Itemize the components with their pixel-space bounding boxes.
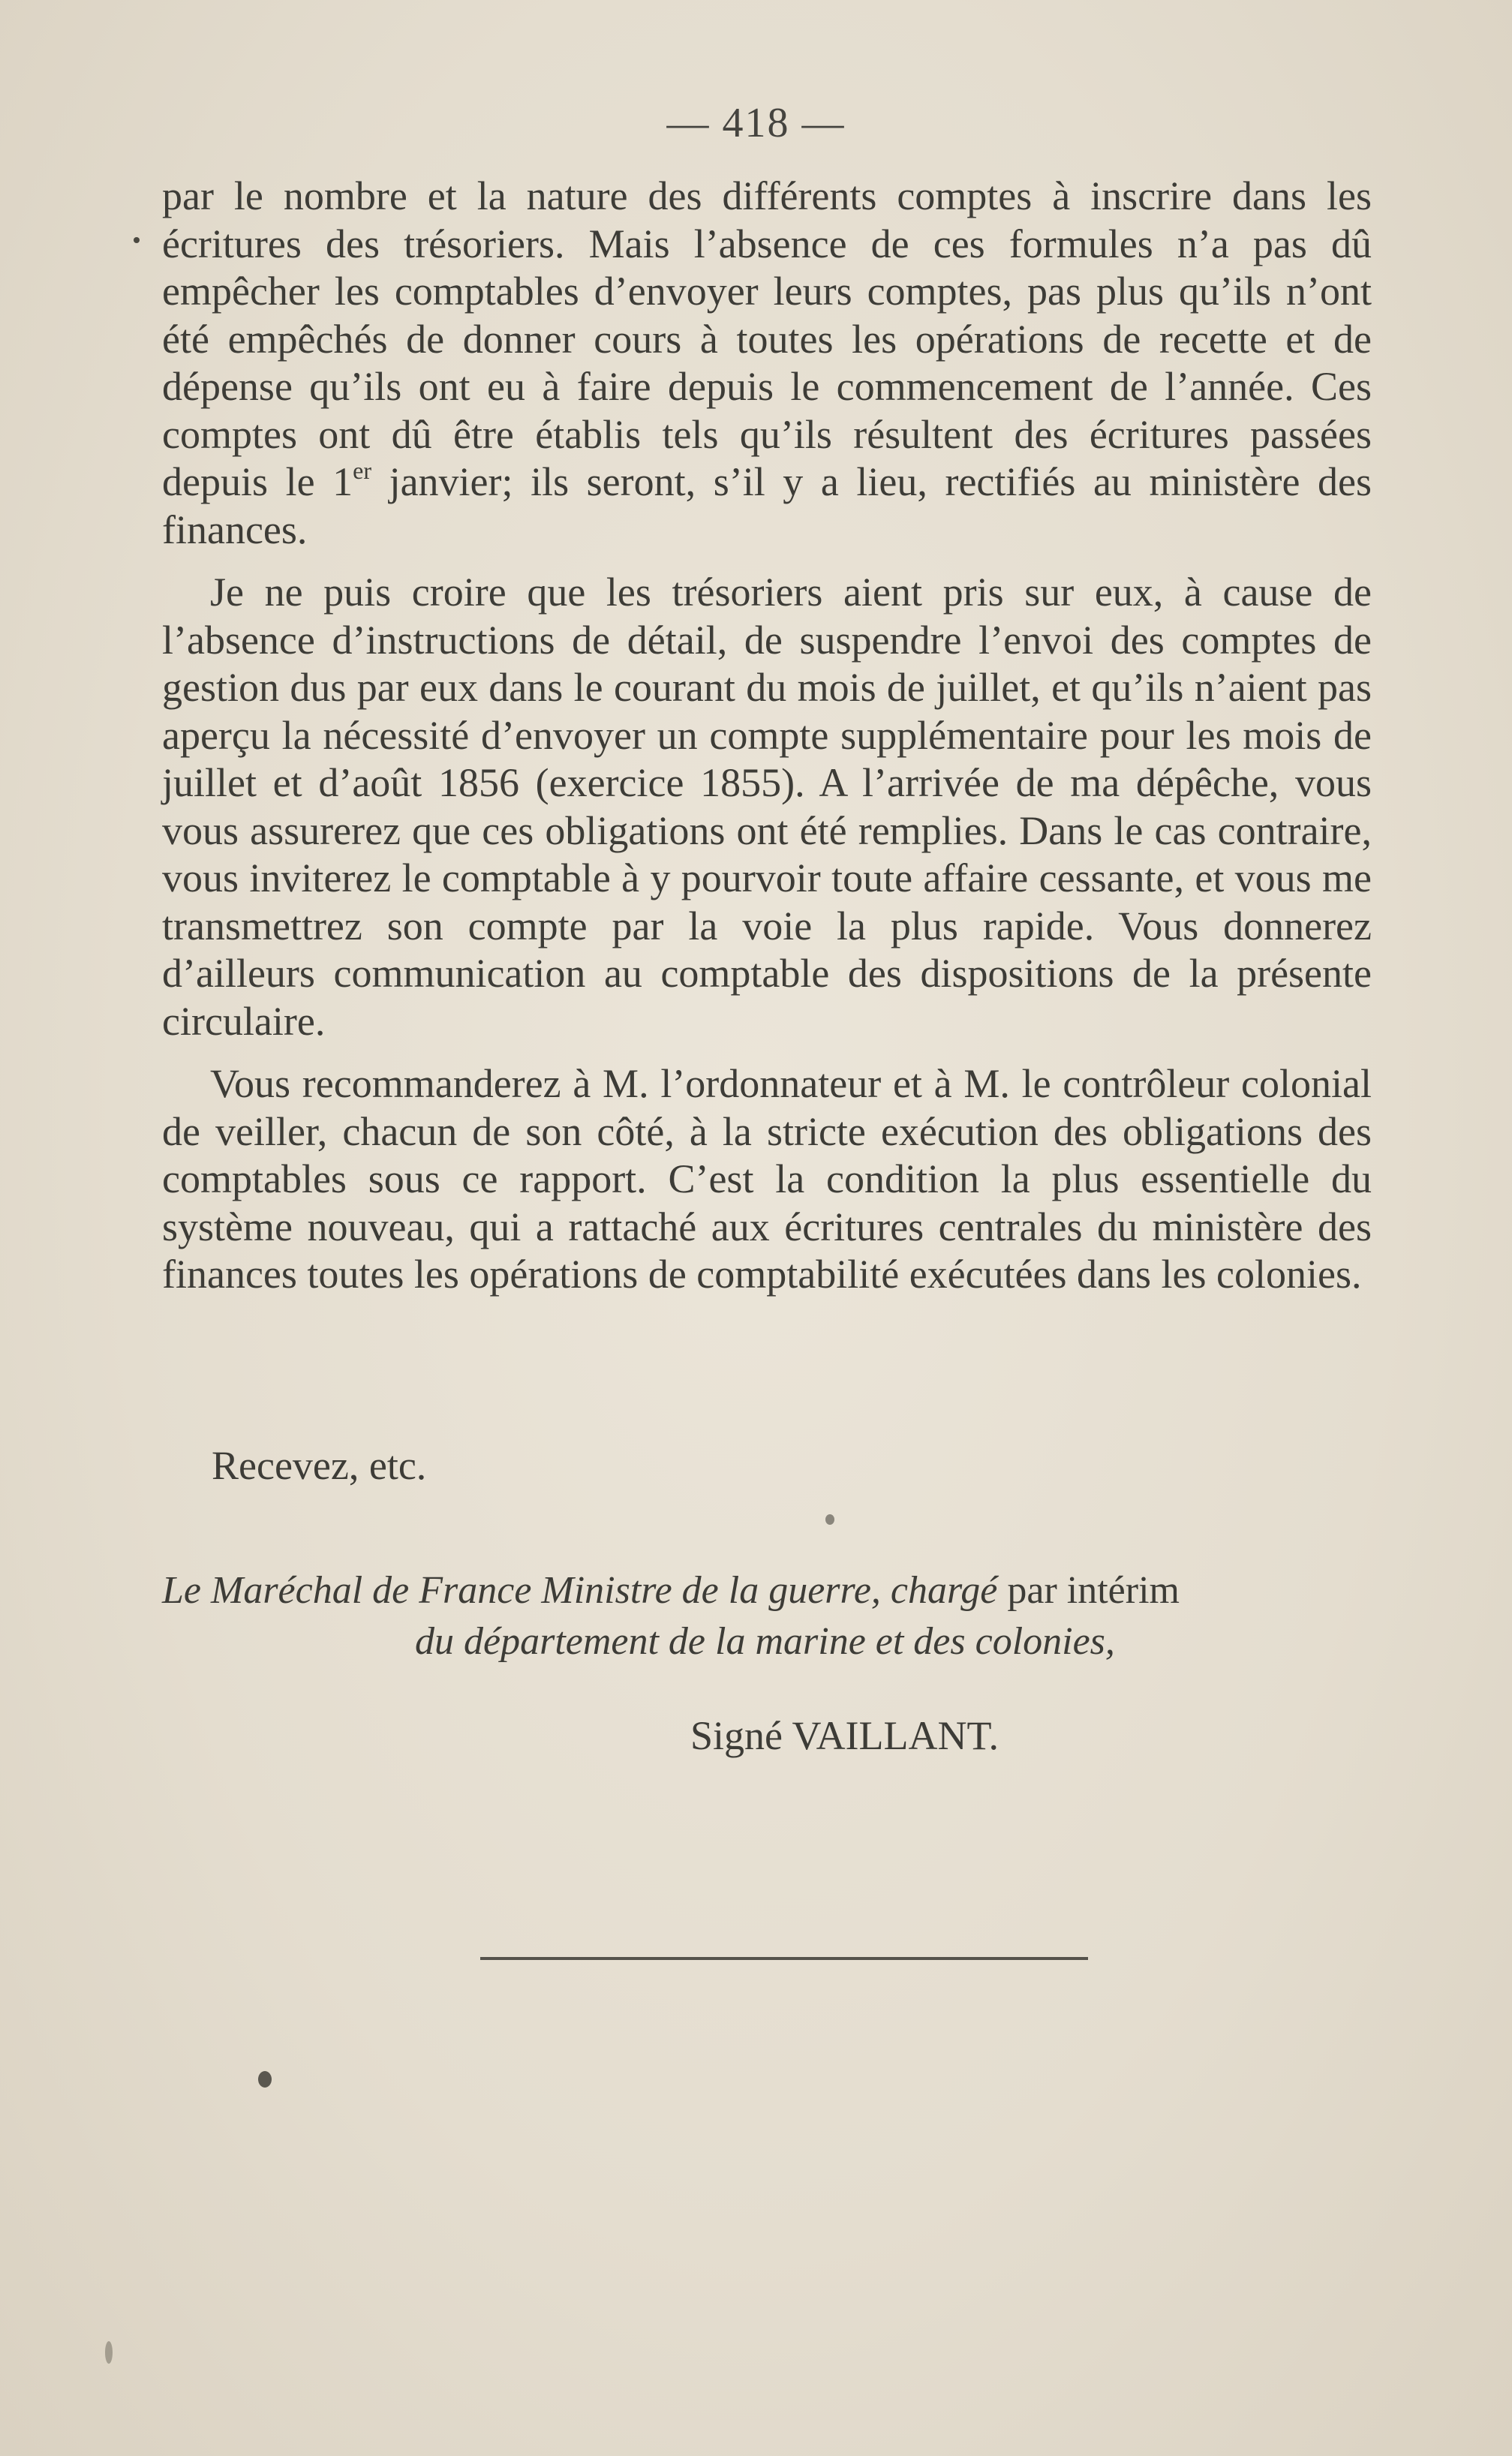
page-number: — 418 — <box>666 100 846 146</box>
closing-rule <box>480 1957 1088 1960</box>
ink-speck <box>105 2341 113 2364</box>
signature-title-line-2: du département de la marine et des colonies, <box>415 1620 1115 1663</box>
paragraph-1-text-b: janvier; ils seront, s’il y a lieu, rectifiés au ministère des finances. <box>162 459 1372 552</box>
ink-speck <box>825 1514 834 1525</box>
signature-title-italic: Le Maréchal de France Ministre de la guerre, chargé <box>162 1569 998 1612</box>
ink-speck <box>258 2071 272 2088</box>
signature-title-line-1 <box>162 1568 1372 1613</box>
letter-body <box>162 173 1372 1314</box>
closing-formula: Recevez, etc. <box>212 1443 427 1488</box>
ink-speck <box>134 237 140 243</box>
signature-title-roman: par intérim <box>997 1569 1180 1612</box>
paragraph-3: Vous recommanderez à M. l’ordonnateur et à M. le contrôleur colonial de veiller, chacun de son côté, à la stricte exécution des obligations des comptables sous ce rapport. C’est la condition la plus essentielle du système nouveau, qui a rattaché aux écritures centrales du ministère des finances toutes les opérations de comptabilité exécutées dans les colonies. <box>162 1061 1372 1297</box>
paragraph-1-text-a: par le nombre et la nature des différents comptes à inscrire dans les écritures des trésoriers. Mais l’absence de ces formules n’a pas dû empêcher les comptables d’envoyer leurs comptes, pas plus qu’ils n’ont été empêchés de donner cours à toutes les opérations de recette et de dépense qu’ils ont eu à faire depuis le commencement de l’année. Ces comptes ont dû être établis tels qu’ils résultent des écritures passées depuis le 1 <box>162 173 1372 504</box>
paragraph-2: Je ne puis croire que les trésoriers aient pris sur eux, à cause de l’absence d’instructions de détail, de suspendre l’envoi des comptes de gestion dus par eux dans le courant du mois de juillet, et qu’ils n’aient pas aperçu la nécessité d’envoyer un compte supplémentaire pour les mois de juillet et d’août 1856 (exercice 1855). A l’arrivée de ma dépêche, vous vous assurerez que ces obligations ont été remplies. Dans le cas contraire, vous inviterez le comptable à y pourvoir toute affaire cessante, et vous me transmettrez son compte par la voie la plus rapide. Vous donnerez d’ailleurs communication au comptable des dispositions de la présente circulaire. <box>162 570 1372 1044</box>
ordinal-superscript: er <box>353 457 371 484</box>
signature-name: Signé VAILLANT. <box>690 1713 999 1758</box>
paragraph-1 <box>162 173 1372 554</box>
